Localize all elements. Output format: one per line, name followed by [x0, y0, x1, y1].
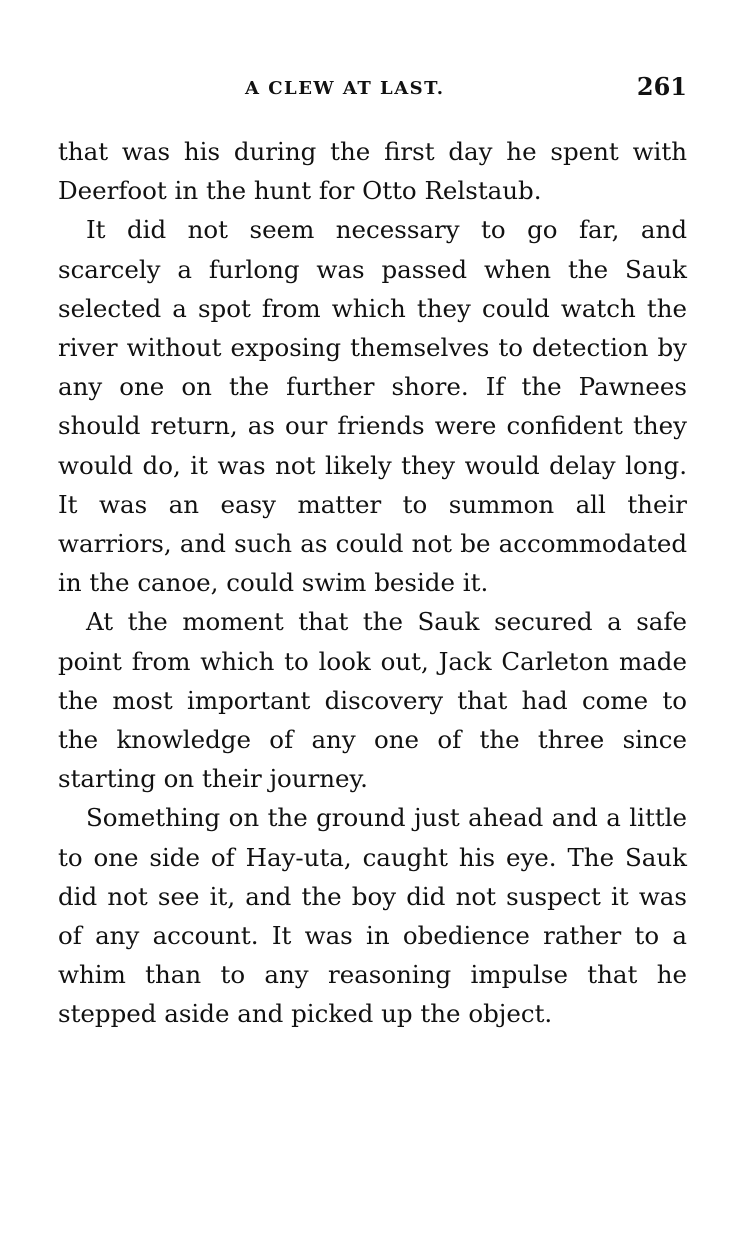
paragraph-1: that was his during the first day he spent with Deerfoot in the hunt for Otto Relstaub. — [58, 137, 687, 206]
running-title: A CLEW AT LAST. — [245, 78, 445, 99]
paragraph-3: At the moment that the Sauk secured a safe point from which to look out, Jack Carleton made the most important discovery that had come to the knowledge of any one of the three since starting on their journey. — [58, 607, 687, 794]
body-text — [58, 132, 687, 1034]
page-number: 261 — [636, 72, 687, 101]
book-page — [58, 70, 687, 1034]
paragraph-4: Something on the ground just ahead and a little to one side of Hay-uta, caught his eye. The Sauk did not see it, and the boy did not suspect it was of any account. It was in obedience rather to a whim than to any reasoning impulse that he stepped aside and picked up the object. — [58, 803, 687, 1029]
paragraph-2: It did not seem necessary to go far, and scarcely a furlong was passed when the Sauk selected a spot from which they could watch the river without exposing themselves to detection by any one on the further shore. If the Pawnees should return, as our friends were confident they would do, it was not likely they would delay long. It was an easy matter to summon all their warriors, and such as could not be accommodated in the canoe, could swim beside it. — [58, 215, 687, 598]
running-header — [58, 70, 687, 110]
